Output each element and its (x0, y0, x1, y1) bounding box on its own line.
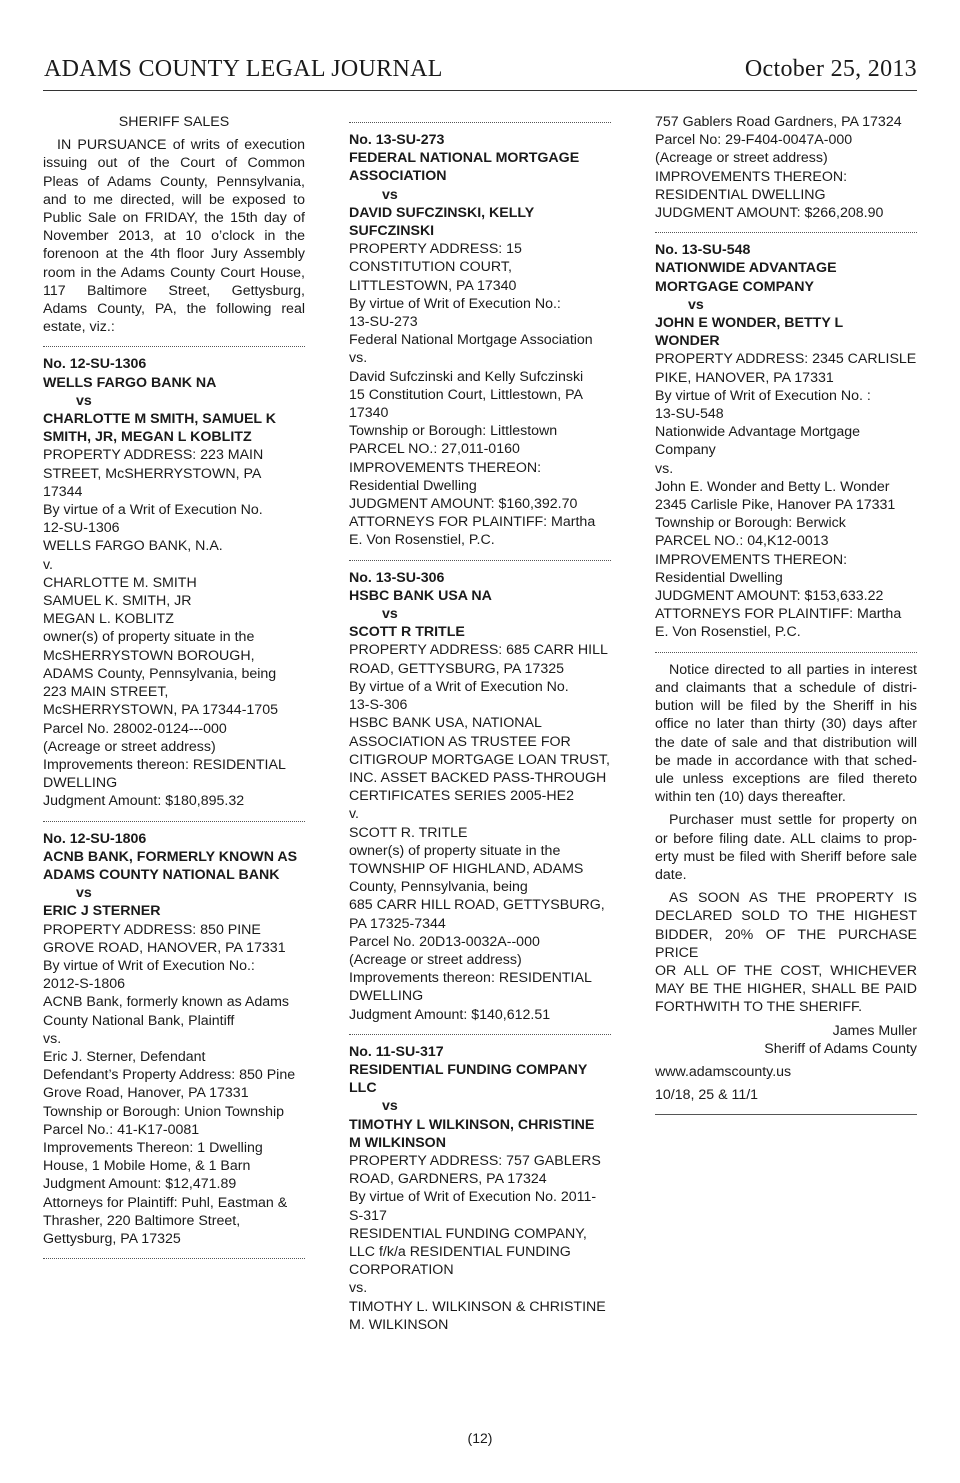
defendant: SMITH, JR, MEGAN L KOBLITZ (43, 429, 252, 446)
defendant: JOHN E WONDER, BETTY L (655, 315, 844, 332)
journal-title: ADAMS COUNTY LEGAL JOURNAL (44, 56, 443, 82)
vs-label: vs (382, 186, 398, 203)
website-link[interactable]: www.adamscounty.us (655, 1063, 792, 1080)
distribution-notice: Notice directed to all parties in interest and claimants that a schedule of distri- bution will be filed by the Sheriff in his office no later than thirty (30) days after the date of sale and that distribution will be made in accordance with that sched- ule unless exceptions are filed thereto within ten (10) days thereafter. (655, 661, 917, 806)
plaintiff: MORTGAGE COMPANY (655, 278, 814, 295)
case-number: No. 12-SU-1806 (43, 830, 147, 847)
case-body: PROPERTY ADDRESS: 757 GABLERS ROAD, GARDNERS, PA 17324 By virtue of Writ of Execution No. 2011- S-317 RESIDENTIAL FUNDING COMPANY, LLC f/k/a RESIDENTIAL FUNDING CORPORATION vs. TIMOTHY L. WILKINSON & CHRISTINE M. WILKINSON (349, 1152, 606, 1333)
case-entry (349, 1043, 611, 1334)
case-number: No. 13-SU-306 (349, 569, 445, 586)
payment-notice: AS SOON AS THE PROPERTY IS DECLARED SOLD TO THE HIGHEST BIDDER, 20% OF THE PURCHASE PRICE OR ALL OF THE COST, WHICHEVER MAY BE THE HIGHER, SHALL BE PAID FORTHWITH TO THE SHERIFF. (655, 890, 917, 1016)
divider (43, 821, 305, 822)
page-number: (12) (467, 1430, 493, 1446)
case-entry (655, 241, 917, 641)
case-body: PROPERTY ADDRESS: 685 CARR HILL ROAD, GETTYSBURG, PA 17325 By virtue of a Writ of Execution No. 13-S-306 HSBC BANK USA, NATIONAL ASSOCIATION AS TRUSTEE FOR CITIGROUP MORTGAGE LOAN TRUST, INC. ASSET BACKED PASS-THROUGH CERTIFICATES SERIES 2005-HE2 v. SCOTT R. TRITLE owner(s) of property situate in the TOWNSHIP OF HIGHLAND, ADAMS County, Pennsylvania, being 685 CARR HILL ROAD, GETTYSBURG, PA 17325-7344 Parcel No. 20D13-0032A--000 (Acreage or street address) Improvements thereon: RESIDENTIAL DWELLING Judgment Amount: $140,612.51 (349, 642, 610, 1023)
column-1 (43, 113, 305, 1267)
column-2 (349, 113, 611, 1334)
defendant: TIMOTHY L WILKINSON, CHRISTINE (349, 1116, 595, 1133)
plaintiff: RESIDENTIAL FUNDING COMPANY (349, 1061, 588, 1078)
vs-label: vs (688, 296, 704, 313)
divider (655, 652, 917, 653)
defendant: WONDER (655, 333, 720, 350)
divider (349, 1034, 611, 1035)
case-number: No. 11-SU-317 (349, 1043, 444, 1060)
case-continuation: 757 Gablers Road Gardners, PA 17324 Parcel No: 29-F404-0047A-000 (Acreage or street address) IMPROVEMENTS THEREON: RESIDENTIAL DWELLING JUDGMENT AMOUNT: $266,208.90 (655, 114, 902, 222)
case-body: PROPERTY ADDRESS: 2345 CARLISLE PIKE, HANOVER, PA 17331 By virtue of Writ of Execution No. : 13-SU-548 Nationwide Advantage Mortgage Company vs. John E. Wonder and Betty L. Wonder 2345 Carlisle Pike, Hanover PA 17331 Township or Borough: Berwick PARCEL NO.: 04,K12-0013 IMPROVEMENTS THEREON: Residential Dwelling JUDGMENT AMOUNT: $153,633.22 ATTORNEYS FOR PLAINTIFF: Martha E. Von Rosenstiel, P.C. (655, 351, 917, 641)
case-entry (43, 355, 305, 810)
case-body: PROPERTY ADDRESS: 850 PINE GROVE ROAD, HANOVER, PA 17331 By virtue of Writ of Execution No.: 2012-S-1806 ACNB Bank, formerly known as Adams County National Bank, Plaintiff vs. Eric J. Sterner, Defendant Defendant’s Property Address: 850 Pine Grove Road, Hanover, PA 17331 Township or Borough: Union Township Parcel No.: 41-K17-0081 Improvements Thereon: 1 Dwelling House, 1 Mobile Home, & 1 Barn Judgment Amount: $12,471.89 Attorneys for Plaintiff: Puhl, Eastman & Thrasher, 220 Baltimore Street, Gettysburg, PA 17325 (43, 921, 296, 1247)
plaintiff: ACNB BANK, FORMERLY KNOWN AS (43, 848, 298, 865)
column-3 (655, 113, 917, 1123)
case-entry (349, 131, 611, 550)
vs-label: vs (76, 392, 92, 409)
vs-label: vs (382, 606, 398, 623)
defendant: DAVID SUFCZINSKI, KELLY (349, 204, 535, 221)
case-number: No. 12-SU-1306 (43, 356, 147, 373)
plaintiff: HSBC BANK USA NA (349, 587, 492, 604)
signer-name: James Muller (832, 1022, 917, 1039)
divider (655, 232, 917, 233)
divider (43, 346, 305, 347)
vs-label: vs (382, 1098, 398, 1115)
case-number: No. 13-SU-273 (349, 132, 445, 148)
case-body: PROPERTY ADDRESS: 223 MAIN STREET, McSHERRYSTOWN, PA 17344 By virtue of a Writ of Execution No. 12-SU-1306 WELLS FARGO BANK, N.A. v. CHARLOTTE M. SMITH SAMUEL K. SMITH, JR MEGAN L. KOBLITZ owner(s) of property situate in the McSHERRYSTOWN BOROUGH, ADAMS County, Pennsylvania, being 223 MAIN STREET, McSHERRYSTOWN, PA 17344-1705 Parcel No. 28002-0124---000 (Acreage or street address) Improvements thereon: RESIDENTIAL DWELLING Judgment Amount: $180,895.32 (43, 447, 286, 810)
divider (655, 1114, 917, 1115)
section-heading: SHERIFF SALES (118, 114, 230, 130)
purchaser-notice: Purchaser must settle for property on or before filing date. ALL claims to prop- erty must be filed with Sheriff before sale date. (655, 812, 917, 883)
plaintiff: FEDERAL NATIONAL MORTGAGE (349, 150, 580, 167)
divider (349, 560, 611, 561)
defendant: M WILKINSON (349, 1134, 446, 1151)
vs-label: vs (76, 885, 92, 902)
divider (43, 1258, 305, 1259)
defendant: ERIC J STERNER (43, 903, 161, 920)
defendant: SUFCZINSKI (349, 223, 435, 240)
plaintiff: LLC (349, 1080, 377, 1097)
defendant: SCOTT R TRITLE (349, 624, 465, 641)
plaintiff: WELLS FARGO BANK NA (43, 374, 217, 391)
plaintiff: NATIONWIDE ADVANTAGE (655, 260, 837, 277)
publication-dates: 10/18, 25 & 11/1 (655, 1087, 759, 1104)
page-header (43, 54, 917, 91)
case-body: PROPERTY ADDRESS: 15 CONSTITUTION COURT, LITTLESTOWN, PA 17340 By virtue of Writ of Execution No.: 13-SU-273 Federal National Mortgage Association vs. David Sufczinski and Kelly Sufczinski 15 Constitution Court, Littlestown, PA 17340 Township or Borough: Littlestown PARCEL NO.: 27,011-0160 IMPROVEMENTS THEREON: Residential Dwelling JUDGMENT AMOUNT: $160,392.70 ATTORNEYS FOR PLAINTIFF: Martha E. Von Rosenstiel, P.C. (349, 241, 596, 549)
case-entry (43, 830, 305, 1249)
divider (349, 122, 611, 123)
case-number: No. 13-SU-548 (655, 242, 751, 259)
signer-title: Sheriff of Adams County (764, 1040, 917, 1057)
case-entry (349, 569, 611, 1024)
issue-date: October 25, 2013 (744, 56, 917, 82)
intro-paragraph: IN PURSUANCE of writs of execution issuing out of the Court of Common Pleas of Adams County, Pennsylvania, and to me directed, will be exposed to Public Sale on FRIDAY, the 15th day of November 2013, at 10 o’clock in the forenoon at the 4th floor Jury Assembly room in the Adams County Court House, 117 Baltimore Street, Gettysburg, Adams County, PA, the following real estate, viz.: (43, 137, 305, 336)
plaintiff: ADAMS COUNTY NATIONAL BANK (43, 866, 280, 883)
plaintiff: ASSOCIATION (349, 168, 447, 185)
defendant: CHARLOTTE M SMITH, SAMUEL K (43, 411, 277, 428)
